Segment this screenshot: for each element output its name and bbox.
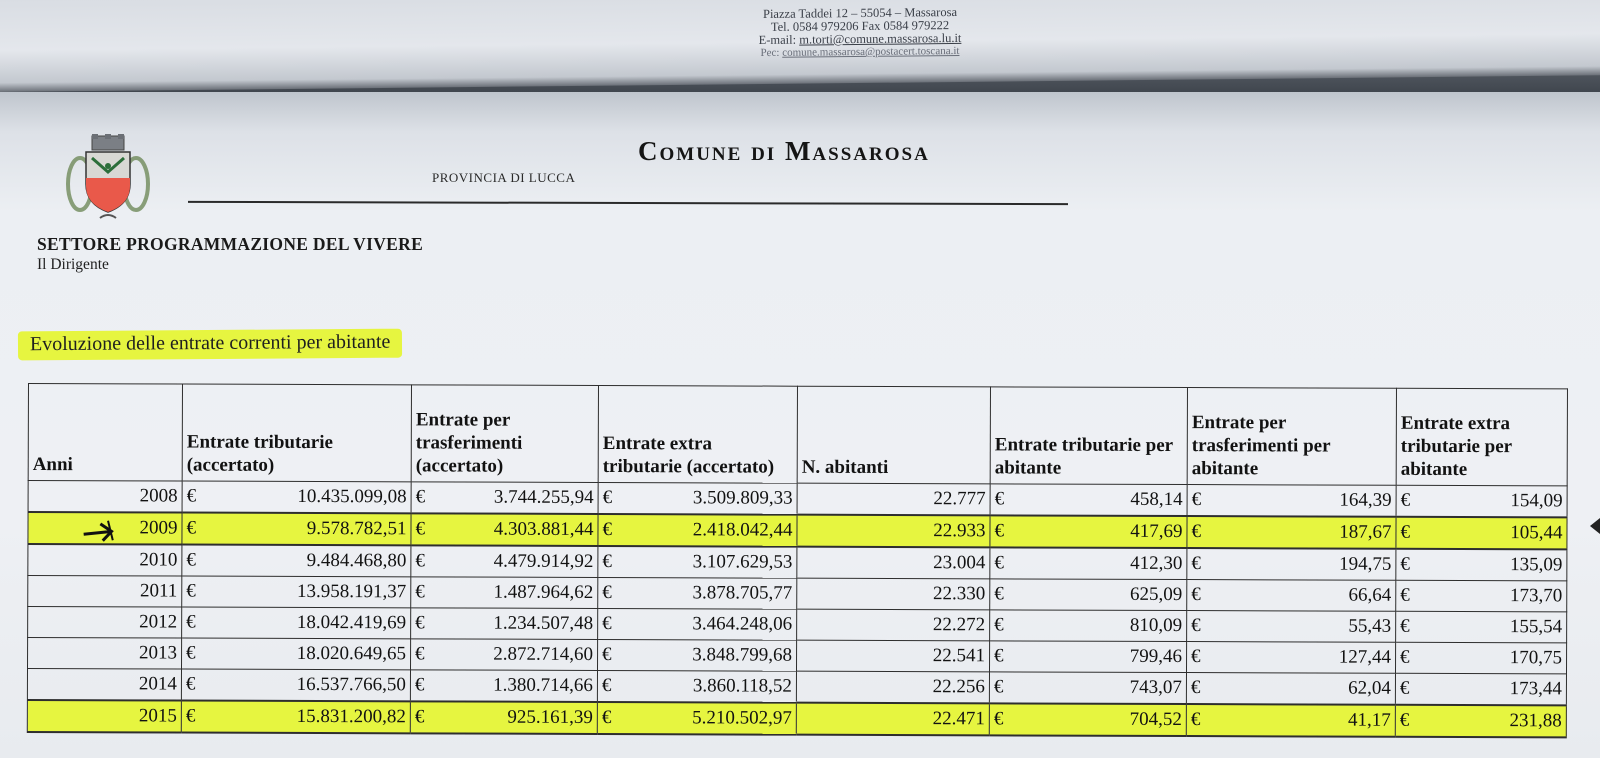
cell-abitanti	[796, 671, 989, 703]
cell-year	[28, 481, 182, 513]
currency-symbol: €	[602, 582, 612, 604]
cell-entrate-tributarie	[182, 638, 411, 670]
cell-tributarie-per-abitante-value: 458,14	[1130, 488, 1183, 511]
cell-entrate-extra	[598, 482, 797, 514]
currency-symbol: €	[415, 612, 425, 634]
cell-tributarie-per-abitante	[989, 703, 1186, 736]
edge-pointer-icon	[1590, 518, 1600, 534]
cell-tributarie-per-abitante	[989, 641, 1186, 673]
cell-entrate-trasferimenti	[411, 545, 598, 577]
currency-symbol: €	[602, 644, 612, 666]
cell-year-value: 2014	[138, 673, 177, 695]
currency-symbol: €	[1400, 489, 1411, 511]
cell-extra-per-abitante	[1396, 580, 1567, 612]
cell-entrate-extra	[597, 702, 796, 735]
cell-tributarie-per-abitante-value: 799,46	[1129, 645, 1183, 668]
currency-symbol: €	[602, 519, 613, 541]
cell-entrate-trasferimenti-value: 4.479.914,92	[493, 550, 594, 572]
currency-symbol: €	[1191, 646, 1201, 668]
cell-entrate-trasferimenti-value: 4.303.881,44	[493, 518, 594, 540]
cell-tributarie-per-abitante-value: 743,07	[1129, 676, 1182, 699]
cell-tributarie-per-abitante-value: 810,09	[1129, 614, 1183, 637]
sector-heading: SETTORE PROGRAMMAZIONE DEL VIVERE	[37, 234, 424, 254]
cell-abitanti	[797, 547, 990, 579]
currency-symbol: €	[602, 613, 612, 635]
currency-symbol: €	[414, 706, 425, 728]
cell-tributarie-per-abitante	[990, 515, 1187, 548]
currency-symbol: €	[994, 488, 1005, 510]
currency-symbol: €	[1399, 709, 1410, 731]
currency-symbol: €	[1191, 553, 1201, 575]
revenue-table	[27, 383, 1568, 738]
cell-entrate-tributarie-value: 18.020.649,65	[296, 642, 407, 665]
cell-trasferimenti-per-abitante-value: 66,64	[1348, 584, 1392, 606]
cell-year	[28, 638, 182, 670]
cell-tributarie-per-abitante-value: 412,30	[1130, 552, 1183, 575]
cell-extra-per-abitante	[1396, 517, 1567, 550]
header-entrate-extra: Entrate extra tributarie (accertato)	[598, 385, 797, 483]
cell-entrate-extra	[598, 546, 797, 578]
cell-year-value: 2012	[139, 611, 178, 633]
cell-entrate-tributarie-value: 15.831.200,82	[296, 705, 406, 728]
currency-symbol: €	[1400, 615, 1410, 637]
currency-symbol: €	[415, 486, 426, 508]
cell-abitanti-value: 22.272	[932, 614, 986, 636]
cell-tributarie-per-abitante-value: 417,69	[1130, 520, 1183, 543]
currency-symbol: €	[1191, 521, 1202, 543]
cell-extra-per-abitante-value: 135,09	[1510, 554, 1563, 576]
cell-extra-per-abitante	[1395, 642, 1566, 674]
currency-symbol: €	[993, 676, 1004, 698]
cell-entrate-tributarie-value: 16.537.766,50	[296, 673, 406, 696]
cell-extra-per-abitante	[1396, 549, 1567, 581]
currency-symbol: €	[1191, 615, 1201, 637]
currency-symbol: €	[186, 611, 196, 633]
header-abitanti: N. abitanti	[797, 386, 990, 484]
cell-year-value: 2010	[139, 549, 178, 571]
currency-symbol: €	[415, 518, 426, 540]
cell-trasferimenti-per-abitante-value: 62,04	[1348, 677, 1391, 699]
cell-entrate-trasferimenti-value: 1.487.964,62	[493, 581, 594, 603]
phone-line: Tel. 0584 979206 Fax 0584 979222	[770, 18, 950, 34]
handwritten-arrow-icon	[80, 518, 120, 554]
header-entrate-tributarie: Entrate tributarie (accertato)	[182, 384, 411, 482]
header-anni: Anni	[28, 384, 182, 482]
currency-symbol: €	[601, 707, 612, 729]
cell-extra-per-abitante	[1395, 705, 1566, 738]
currency-symbol: €	[602, 551, 612, 573]
cell-entrate-trasferimenti	[410, 701, 597, 734]
cell-entrate-extra-value: 5.210.502,97	[692, 707, 792, 729]
cell-entrate-tributarie	[181, 669, 410, 701]
cell-year-value: 2008	[139, 485, 178, 507]
currency-symbol: €	[993, 708, 1004, 730]
cell-extra-per-abitante-value: 170,75	[1509, 647, 1563, 669]
header-entrate-trasferimenti: Entrate per trasferimenti (accertato)	[411, 385, 598, 483]
currency-symbol: €	[601, 675, 612, 697]
table-row	[27, 700, 1566, 737]
currency-symbol: €	[186, 517, 197, 539]
cell-entrate-trasferimenti	[411, 482, 598, 514]
currency-symbol: €	[1400, 521, 1411, 543]
section-title: Evoluzione delle entrate correnti per abitante	[18, 329, 403, 361]
cell-extra-per-abitante	[1396, 611, 1567, 643]
back-page-letterhead	[680, 5, 1040, 61]
currency-symbol: €	[1191, 584, 1201, 606]
municipal-crest-icon	[62, 132, 154, 224]
cell-trasferimenti-per-abitante	[1187, 485, 1396, 517]
header-extra-per-abitante: Entrate extra tributarie per abitante	[1396, 388, 1567, 486]
cell-entrate-trasferimenti	[410, 670, 597, 702]
pec-line	[680, 44, 1040, 61]
cell-entrate-extra-value: 3.107.629,53	[692, 551, 793, 573]
cell-trasferimenti-per-abitante-value: 164,39	[1339, 489, 1392, 511]
cell-entrate-extra-value: 2.418.042,44	[692, 519, 793, 541]
cell-entrate-extra-value: 3.878.705,77	[692, 582, 793, 604]
cell-tributarie-per-abitante	[989, 672, 1186, 704]
cell-entrate-extra	[598, 577, 797, 609]
cell-entrate-extra	[597, 670, 796, 702]
cell-entrate-tributarie-value: 13.958.191,37	[296, 580, 407, 603]
cell-entrate-extra-value: 3.464.248,06	[692, 613, 793, 635]
cell-trasferimenti-per-abitante-value: 187,67	[1339, 521, 1392, 543]
cell-entrate-tributarie-value: 9.484.468,80	[306, 549, 407, 572]
cell-trasferimenti-per-abitante	[1187, 516, 1396, 549]
currency-symbol: €	[186, 642, 196, 664]
cell-trasferimenti-per-abitante	[1186, 704, 1395, 737]
cell-entrate-trasferimenti-value: 3.744.255,94	[493, 486, 594, 508]
currency-symbol: €	[994, 583, 1004, 605]
cell-abitanti	[797, 515, 990, 548]
cell-trasferimenti-per-abitante	[1187, 611, 1396, 643]
header-trasferimenti-per-abitante: Entrate per trasferimenti per abitante	[1187, 388, 1396, 486]
cell-extra-per-abitante-value: 154,09	[1510, 490, 1563, 512]
cell-entrate-tributarie	[181, 701, 410, 734]
currency-symbol: €	[994, 552, 1004, 574]
header-divider	[188, 201, 1068, 205]
cell-entrate-tributarie-value: 18.042.419,69	[296, 611, 407, 634]
cell-extra-per-abitante-value: 173,44	[1509, 678, 1562, 700]
currency-symbol: €	[602, 487, 613, 509]
currency-symbol: €	[1400, 646, 1410, 668]
currency-symbol: €	[1190, 709, 1201, 731]
cell-abitanti	[797, 578, 990, 610]
cell-extra-per-abitante	[1395, 673, 1566, 705]
pec-address: comune.massarosa@postacert.toscana.it	[782, 44, 960, 59]
cell-trasferimenti-per-abitante	[1186, 642, 1395, 674]
currency-symbol: €	[186, 485, 197, 507]
cell-entrate-trasferimenti	[411, 608, 598, 640]
currency-symbol: €	[415, 550, 425, 572]
cell-trasferimenti-per-abitante	[1187, 580, 1396, 612]
cell-year	[27, 669, 181, 701]
cell-year-value: 2009	[139, 517, 178, 539]
currency-symbol: €	[415, 643, 425, 665]
cell-entrate-trasferimenti-value: 1.234.507,48	[493, 612, 594, 634]
pec-label: Pec:	[760, 46, 780, 60]
cell-entrate-trasferimenti	[411, 513, 598, 546]
cell-trasferimenti-per-abitante	[1187, 548, 1396, 580]
cell-year-value: 2015	[138, 705, 177, 727]
cell-trasferimenti-per-abitante-value: 41,17	[1348, 709, 1391, 731]
table-row	[28, 512, 1567, 549]
cell-entrate-tributarie	[182, 545, 411, 577]
cell-entrate-extra-value: 3.860.118,52	[692, 675, 792, 697]
cell-extra-per-abitante-value: 173,70	[1509, 585, 1563, 607]
cell-abitanti	[797, 609, 990, 641]
revenue-table-wrapper	[28, 383, 1568, 733]
cell-extra-per-abitante-value: 105,44	[1510, 522, 1563, 544]
cell-entrate-tributarie	[182, 576, 411, 608]
cell-entrate-trasferimenti-value: 2.872.714,60	[493, 643, 594, 665]
currency-symbol: €	[1190, 677, 1201, 699]
cell-abitanti-value: 22.777	[933, 488, 986, 510]
currency-symbol: €	[994, 614, 1004, 636]
cell-entrate-tributarie	[182, 513, 411, 546]
back-page-sheet	[0, 0, 1600, 92]
role-label: Il Dirigente	[37, 256, 109, 273]
cell-extra-per-abitante-value: 231,88	[1509, 710, 1562, 732]
cell-tributarie-per-abitante	[990, 484, 1187, 516]
cell-tributarie-per-abitante	[990, 610, 1187, 642]
page-title: Comune di Massarosa	[638, 136, 930, 166]
currency-symbol: €	[994, 645, 1004, 667]
currency-symbol: €	[415, 581, 425, 603]
cell-extra-per-abitante	[1396, 485, 1567, 517]
cell-tributarie-per-abitante-value: 704,52	[1129, 708, 1182, 731]
cell-abitanti	[797, 483, 990, 515]
cell-year	[27, 700, 181, 733]
cell-trasferimenti-per-abitante-value: 127,44	[1338, 646, 1392, 668]
front-page-sheet	[0, 92, 1600, 758]
address-line: Piazza Taddei 12 – 55054 – Massarosa	[763, 4, 957, 22]
cell-entrate-tributarie-value: 9.578.782,51	[306, 517, 407, 540]
cell-entrate-tributarie-value: 10.435.099,08	[297, 485, 407, 508]
cell-year-value: 2013	[139, 642, 178, 664]
cell-tributarie-per-abitante	[990, 579, 1187, 611]
currency-symbol: €	[1191, 489, 1202, 511]
cell-year	[28, 576, 182, 608]
cell-entrate-trasferimenti-value: 925.161,39	[507, 706, 593, 728]
email-label: E-mail:	[758, 32, 797, 48]
cell-year-value: 2011	[139, 580, 178, 602]
cell-abitanti	[796, 640, 989, 672]
cell-trasferimenti-per-abitante	[1186, 673, 1395, 705]
currency-symbol: €	[1399, 677, 1410, 699]
currency-symbol: €	[1400, 584, 1410, 606]
cell-tributarie-per-abitante	[990, 547, 1187, 579]
cell-abitanti-value: 23.004	[933, 552, 986, 574]
currency-symbol: €	[994, 520, 1005, 542]
cell-abitanti-value: 22.256	[932, 676, 985, 698]
currency-symbol: €	[186, 549, 196, 571]
cell-entrate-trasferimenti	[411, 577, 598, 609]
cell-abitanti-value: 22.933	[933, 520, 986, 542]
cell-entrate-trasferimenti	[411, 639, 598, 671]
cell-abitanti-value: 22.471	[932, 708, 985, 730]
cell-entrate-extra-value: 3.509.809,33	[692, 487, 793, 509]
cell-entrate-trasferimenti-value: 1.380.714,66	[493, 674, 593, 696]
cell-abitanti	[796, 703, 989, 736]
cell-trasferimenti-per-abitante-value: 194,75	[1339, 553, 1392, 575]
currency-symbol: €	[414, 674, 425, 696]
cell-entrate-tributarie	[182, 481, 411, 513]
cell-entrate-tributarie	[182, 607, 411, 639]
cell-trasferimenti-per-abitante-value: 55,43	[1348, 615, 1392, 637]
cell-extra-per-abitante-value: 155,54	[1509, 616, 1563, 638]
currency-symbol: €	[185, 705, 196, 727]
cell-entrate-extra-value: 3.848.799,68	[692, 644, 793, 666]
province-label: PROVINCIA DI LUCCA	[432, 170, 576, 185]
currency-symbol: €	[1400, 553, 1410, 575]
cell-entrate-extra	[597, 639, 796, 671]
cell-year	[28, 607, 182, 639]
cell-tributarie-per-abitante-value: 625,09	[1129, 583, 1183, 606]
currency-symbol: €	[186, 580, 196, 602]
currency-symbol: €	[185, 673, 196, 695]
email-address: m.torti@comune.massarosa.lu.it	[799, 30, 962, 47]
cell-abitanti-value: 22.541	[932, 645, 986, 667]
cell-entrate-extra	[598, 514, 797, 547]
header-tributarie-per-abitante: Entrate tributarie per abitante	[990, 387, 1187, 485]
table-header-row	[28, 384, 1567, 486]
cell-entrate-extra	[598, 608, 797, 640]
cell-abitanti-value: 22.330	[932, 583, 986, 605]
